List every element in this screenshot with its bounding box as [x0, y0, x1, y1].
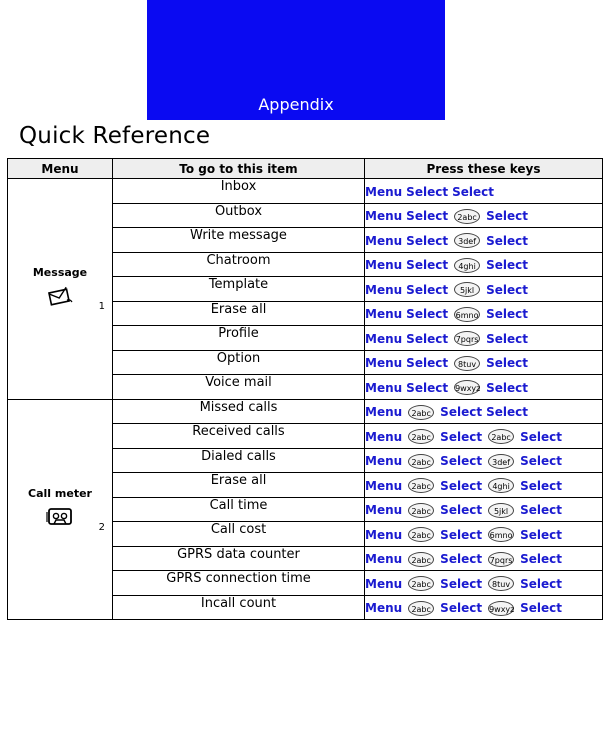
select-key-label: Select [452, 184, 494, 199]
menu-key-label: Menu [365, 527, 403, 542]
keypad-key-icon: 2abc [408, 576, 434, 591]
key-sequence [365, 448, 603, 473]
item-name: Profile [113, 326, 365, 351]
select-key-label: Select [440, 576, 483, 591]
keypad-key-icon: 6mno [454, 307, 480, 322]
menu-number: 1 [98, 301, 105, 312]
select-key-label: Select [406, 331, 449, 346]
select-key-label: Select [406, 184, 449, 199]
quick-reference-table [7, 158, 603, 620]
keypad-key-icon: 2abc [408, 503, 434, 518]
menu-cell [8, 179, 113, 400]
key-sequence [365, 277, 603, 302]
key-sequence [365, 228, 603, 253]
menu-cell [8, 399, 113, 620]
select-key-label: Select [440, 503, 483, 518]
key-sequence [365, 179, 603, 204]
key-sequence [365, 326, 603, 351]
select-key-label: Select [440, 552, 483, 567]
item-name: Template [113, 277, 365, 302]
item-name: Inbox [113, 179, 365, 204]
keypad-key-icon: 3def [454, 233, 480, 248]
key-sequence [365, 399, 603, 424]
select-key-label: Select [406, 307, 449, 322]
menu-key-label: Menu [365, 576, 403, 591]
item-name: Erase all [113, 301, 365, 326]
table-row [8, 399, 603, 424]
keypad-key-icon: 5jkl [488, 503, 514, 518]
menu-label: Call meter [28, 486, 92, 500]
select-key-label: Select [440, 454, 483, 469]
menu-key-label: Menu [365, 258, 403, 273]
envelope-icon [46, 285, 74, 307]
item-name: Voice mail [113, 375, 365, 400]
select-key-label: Select [486, 282, 528, 297]
select-key-label: Select [520, 576, 562, 591]
keypad-key-icon: 5jkl [454, 282, 480, 297]
select-key-label: Select [486, 405, 528, 420]
select-key-label: Select [440, 429, 483, 444]
menu-key-label: Menu [365, 307, 403, 322]
select-key-label: Select [440, 527, 483, 542]
table-row [8, 179, 603, 204]
menu-key-label: Menu [365, 209, 403, 224]
keypad-key-icon: 7pqrs [454, 331, 480, 346]
menu-key-label: Menu [365, 601, 403, 616]
select-key-label: Select [406, 282, 449, 297]
menu-key-label: Menu [365, 331, 403, 346]
keypad-key-icon: 2abc [488, 429, 514, 444]
key-sequence [365, 595, 603, 620]
select-key-label: Select [520, 601, 562, 616]
key-sequence [365, 546, 603, 571]
select-key-label: Select [486, 356, 528, 371]
cassette-icon [46, 506, 74, 528]
item-name: Incall count [113, 595, 365, 620]
menu-key-label: Menu [365, 478, 403, 493]
key-sequence [365, 571, 603, 596]
select-key-label: Select [406, 380, 449, 395]
select-key-label: Select [486, 258, 528, 273]
item-name: Chatroom [113, 252, 365, 277]
select-key-label: Select [520, 454, 562, 469]
keypad-key-icon: 4ghi [488, 478, 514, 493]
select-key-label: Select [520, 527, 562, 542]
banner-text: Appendix [258, 95, 334, 114]
item-name: GPRS connection time [113, 571, 365, 596]
menu-key-label: Menu [365, 184, 403, 199]
table-header-row [8, 159, 603, 179]
key-sequence [365, 375, 603, 400]
keypad-key-icon: 2abc [408, 405, 434, 420]
menu-key-label: Menu [365, 233, 403, 248]
menu-key-label: Menu [365, 405, 403, 420]
menu-key-label: Menu [365, 552, 403, 567]
keypad-key-icon: 2abc [408, 429, 434, 444]
select-key-label: Select [486, 233, 528, 248]
item-name: GPRS data counter [113, 546, 365, 571]
keypad-key-icon: 4ghi [454, 258, 480, 273]
keypad-key-icon: 2abc [408, 601, 434, 616]
select-key-label: Select [486, 209, 528, 224]
item-name: Received calls [113, 424, 365, 449]
item-name: Call cost [113, 522, 365, 547]
item-name: Option [113, 350, 365, 375]
key-sequence [365, 522, 603, 547]
item-name: Erase all [113, 473, 365, 498]
select-key-label: Select [440, 478, 483, 493]
keypad-key-icon: 9wxyz [488, 601, 514, 616]
key-sequence [365, 424, 603, 449]
header-item: To go to this item [113, 159, 365, 179]
item-name: Call time [113, 497, 365, 522]
item-name: Dialed calls [113, 448, 365, 473]
select-key-label: Select [406, 258, 449, 273]
select-key-label: Select [406, 356, 449, 371]
menu-key-label: Menu [365, 356, 403, 371]
key-sequence [365, 301, 603, 326]
keypad-key-icon: 6mno [488, 527, 514, 542]
select-key-label: Select [520, 478, 562, 493]
select-key-label: Select [486, 380, 528, 395]
select-key-label: Select [486, 331, 528, 346]
item-name: Missed calls [113, 399, 365, 424]
select-key-label: Select [440, 405, 483, 420]
item-name: Write message [113, 228, 365, 253]
appendix-banner [147, 0, 445, 120]
item-name: Outbox [113, 203, 365, 228]
key-sequence [365, 252, 603, 277]
keypad-key-icon: 9wxyz [454, 380, 480, 395]
keypad-key-icon: 2abc [408, 454, 434, 469]
keypad-key-icon: 2abc [408, 478, 434, 493]
header-keys: Press these keys [365, 159, 603, 179]
key-sequence [365, 473, 603, 498]
select-key-label: Select [406, 233, 449, 248]
page-title: Quick Reference [19, 123, 211, 149]
menu-key-label: Menu [365, 503, 403, 518]
menu-key-label: Menu [365, 454, 403, 469]
keypad-key-icon: 7pqrs [488, 552, 514, 567]
header-menu: Menu [8, 159, 113, 179]
keypad-key-icon: 2abc [408, 552, 434, 567]
key-sequence [365, 350, 603, 375]
key-sequence [365, 203, 603, 228]
keypad-key-icon: 8tuv [488, 576, 514, 591]
keypad-key-icon: 3def [488, 454, 514, 469]
menu-key-label: Menu [365, 429, 403, 444]
menu-label: Message [32, 266, 88, 280]
keypad-key-icon: 8tuv [454, 356, 480, 371]
select-key-label: Select [406, 209, 449, 224]
select-key-label: Select [520, 552, 562, 567]
select-key-label: Select [440, 601, 483, 616]
menu-key-label: Menu [365, 380, 403, 395]
menu-key-label: Menu [365, 282, 403, 297]
select-key-label: Select [520, 503, 562, 518]
select-key-label: Select [486, 307, 528, 322]
menu-number: 2 [98, 521, 105, 533]
keypad-key-icon: 2abc [408, 527, 434, 542]
keypad-key-icon: 2abc [454, 209, 480, 224]
select-key-label: Select [520, 429, 562, 444]
key-sequence [365, 497, 603, 522]
